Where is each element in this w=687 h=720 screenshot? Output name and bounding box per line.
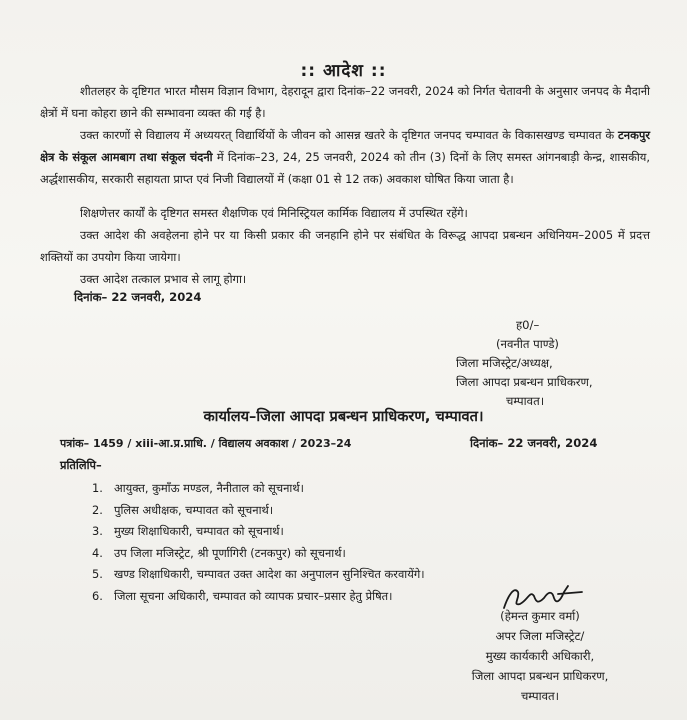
office-heading: कार्यालय–जिला आपदा प्रबन्धन प्राधिकरण, चम्पावत। [203, 408, 484, 425]
list-item: 1. आयुक्त, कुमाँऊ मण्डल, नैनीताल को सूचनार्थ। [92, 481, 304, 495]
signatory-1-name: (नवनीत पाण्डे) [496, 337, 559, 351]
signatory-2-title: अपर जिला मजिस्ट्रेट/ [495, 629, 585, 643]
signed-mark: ह0/– [516, 318, 540, 332]
signatory-block-2 [440, 606, 640, 706]
order-paragraph-3: शिक्षणेत्तर कार्यों के दृष्टिगत समस्त शैक्षणिक एवं मिनिस्ट्रियल कार्मिक विद्यालय में उपस्थित रहेंगे। [80, 206, 468, 220]
copy-to-heading: प्रतिलिपि– [60, 458, 102, 472]
signatory-1-place: चम्पावत। [506, 394, 545, 408]
signatory-1-title: जिला मजिस्ट्रेट/अध्यक्ष, [456, 356, 553, 370]
order-paragraph-4: उक्त आदेश की अवहेलना होने पर या किसी प्रकार की जनहानि होने पर संबंधित के विरूद्ध आपदा प्रबन्धन अधिनियम–2005 में प्रदत्त शक्तियों का उपयोग किया जायेगा। [40, 228, 650, 264]
signatory-block-1 [456, 316, 593, 411]
reference-date: दिनांक– 22 जनवरी, 2024 [470, 436, 598, 450]
affected-area: टनकपुर क्षेत्र के संकूल आमबाग तथा संकूल चंदनी [40, 128, 650, 164]
copy-to-list [92, 478, 425, 607]
list-item: 2. पुलिस अधीक्षक, चम्पावत को सूचनार्थ। [92, 502, 274, 517]
list-item: 3. मुख्य शिक्षाधिकारी, चम्पावत को सूचनार्थ। [92, 524, 284, 538]
signatory-1-authority: जिला आपदा प्रबन्धन प्राधिकरण, [456, 375, 593, 389]
order-paragraph-2: उक्त कारणों से विद्यालय में अध्ययरत् विद्यार्थियों के जीवन को आसन्न खतरे के दृष्टिगत जनपद चम्पावत के विकासखण्ड चम्पावत के टनकपुर क्षेत्र के संकूल आमबाग तथा संकूल चंदनी में दिनांक–23, 24, 25 जनवरी, 2024 को तीन (3) दिनों के लिए समस्त आंगनबाड़ी केन्द्र, शासकीय, अर्द्धशासकीय, सरकारी सहायता प्राप्त एवं निजी विद्यालयों में (कक्षा 01 से 12 तक) अवकाश घोषित किया जाता है। [40, 128, 650, 186]
reference-number: पत्रांक– 1459 / xiii-आ.प्र.प्राधि. / विद्यालय अवकाश / 2023–24 [60, 437, 352, 450]
signatory-2-authority: जिला आपदा प्रबन्धन प्राधिकरण, [471, 669, 609, 683]
signatory-2-place: चम्पावत। [520, 689, 560, 703]
order-paragraph-1: शीतलहर के दृष्टिगत भारत मौसम विज्ञान विभाग, देहरादून द्वारा दिनांक–22 जनवरी, 2024 को निर्गत चेतावनी के अनुसार जनपद के मैदानी क्षेत्रों में घना कोहरा छाने की सम्भावना व्यक्त की गई है। [40, 84, 650, 120]
list-item: 6. जिला सूचना अधिकारी, चम्पावत को व्यापक प्रचार–प्रसार हेतु प्रेषित। [92, 588, 393, 603]
order-paragraph-5: उक्त आदेश तत्काल प्रभाव से लागू होगा। [80, 272, 247, 286]
order-heading: :: आदेश :: [300, 61, 387, 81]
list-item: 5. खण्ड शिक्षाधिकारी, चम्पावत उक्त आदेश का अनुपालन सुनिश्चित करवायेंगे। [92, 567, 425, 581]
signatory-2-name: (हेमन्त कुमार वर्मा) [500, 609, 580, 623]
list-item: 4. उप जिला मजिस्ट्रेट, श्री पूर्णागिरी (टनकपुर) को सूचनार्थ। [92, 545, 346, 560]
signatory-2-role: मुख्य कार्यकारी अधिकारी, [485, 649, 595, 663]
order-date: दिनांक– 22 जनवरी, 2024 [74, 290, 202, 304]
